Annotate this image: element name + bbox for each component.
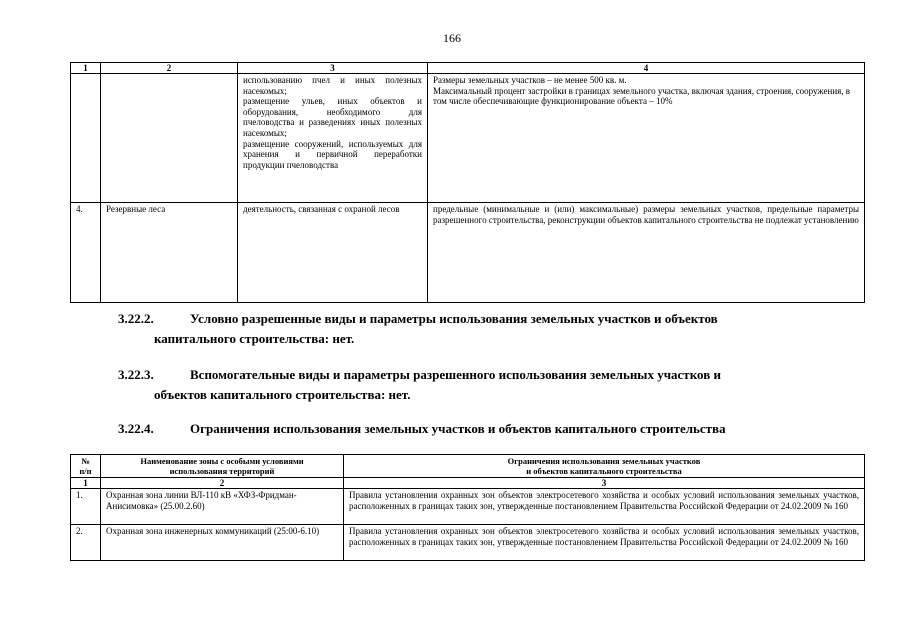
zone-name: Резервные леса: [101, 203, 238, 303]
section-number: 3.22.3.: [118, 367, 154, 382]
section-title-line2: объектов капитального строительства: нет.: [154, 387, 411, 402]
column-number-4: 4: [428, 63, 865, 74]
restriction-text: Правила установления охранных зон объектов электросетевого хозяйства и особых условий использования земельных участков, расположенных в границах таких зон, утвержденные постановлением Правительства Российской Федерации от 24.02.2009 № 160: [344, 489, 865, 525]
section-title-line1: Условно разрешенные виды и параметры использования земельных участков и объектов: [190, 311, 718, 326]
section-title-line1: Ограничения использования земельных участков и объектов капитального строительства: [190, 421, 726, 436]
column-number-3: 3: [238, 63, 428, 74]
restriction-text: Правила установления охранных зон объектов электросетевого хозяйства и особых условий использования земельных участков, расположенных в границах таких зон, утвержденные постановлением Правительства Российской Федерации от 24.02.2009 № 160: [344, 525, 865, 561]
section-heading-3-22-3: [118, 365, 859, 405]
parameters-description: [428, 203, 865, 303]
table-row: [71, 74, 865, 203]
section-heading-3-22-2: [118, 309, 859, 349]
table-row: [71, 489, 865, 525]
restrictions-table: [70, 454, 865, 561]
table-row: [71, 203, 865, 303]
row-number: 2.: [71, 525, 101, 561]
zone-name: [101, 74, 238, 203]
header-zone-line1: Наименование зоны с особыми условиями: [140, 456, 304, 466]
section-title-line2: капитального строительства: нет.: [154, 331, 355, 346]
header-number-line2: п/п: [79, 466, 92, 476]
column-number-1: 1: [71, 63, 101, 74]
section-heading-3-22-4: [118, 419, 859, 439]
row-number: 4.: [71, 203, 101, 303]
page-number: 166: [443, 31, 461, 45]
header-restrictions-line1: Ограничения использования земельных участков: [507, 456, 701, 466]
column-number-1: 1: [71, 478, 101, 489]
permitted-uses-table: [70, 62, 865, 303]
parameter-line: предельные (минимальные и (или) максимальные) размеры земельных участков, предельные параметры разрешенного строительства, реконструкции объектов капитального строительства не подлежат установлению: [433, 204, 859, 225]
header-zone-name: [101, 455, 344, 478]
zone-name: Охранная зона линии ВЛ-110 кВ «ХФЗ-Фридман-Анисимовка» (25.00.2.60): [101, 489, 344, 525]
column-number-2: 2: [101, 478, 344, 489]
header-restrictions: [344, 455, 865, 478]
activity-line: использованию пчел и иных полезных насекомых;: [243, 75, 422, 96]
parameter-line: Размеры земельных участков – не менее 500 кв. м.: [433, 75, 627, 85]
table-row: [71, 525, 865, 561]
header-number-line1: №: [81, 456, 90, 466]
activity-description: [238, 203, 428, 303]
header-restrictions-line2: и объектов капитального строительства: [526, 466, 682, 476]
table-header-row: [71, 455, 865, 478]
section-number: 3.22.2.: [118, 311, 154, 326]
row-number: 1.: [71, 489, 101, 525]
column-numbers-row: [71, 478, 865, 489]
parameters-description: [428, 74, 865, 203]
activity-description: [238, 74, 428, 203]
column-number-2: 2: [101, 63, 238, 74]
activity-line: размещение сооружений, используемых для хранения и первичной переработки продукции пчеловодства: [243, 138, 422, 170]
parameter-line: Максимальный процент застройки в границах земельного участка, включая здания, строения, сооружения, в том числе обеспечивающие функционирование объекта – 10%: [433, 85, 851, 107]
activity-line: размещение ульев, иных объектов и оборудования, необходимого для пчеловодства и разведениях иных полезных насекомых;: [243, 96, 422, 138]
header-zone-line2: использования территорий: [169, 466, 275, 476]
activity-line: деятельность, связанная с охраной лесов: [243, 204, 400, 214]
section-number: 3.22.4.: [118, 421, 154, 436]
zone-name: Охранная зона инженерных коммуникаций (25:00-6.10): [101, 525, 344, 561]
table-header-row: [71, 63, 865, 74]
column-number-3: 3: [344, 478, 865, 489]
section-title-line1: Вспомогательные виды и параметры разрешенного использования земельных участков и: [190, 367, 721, 382]
row-number: [71, 74, 101, 203]
header-number: [71, 455, 101, 478]
